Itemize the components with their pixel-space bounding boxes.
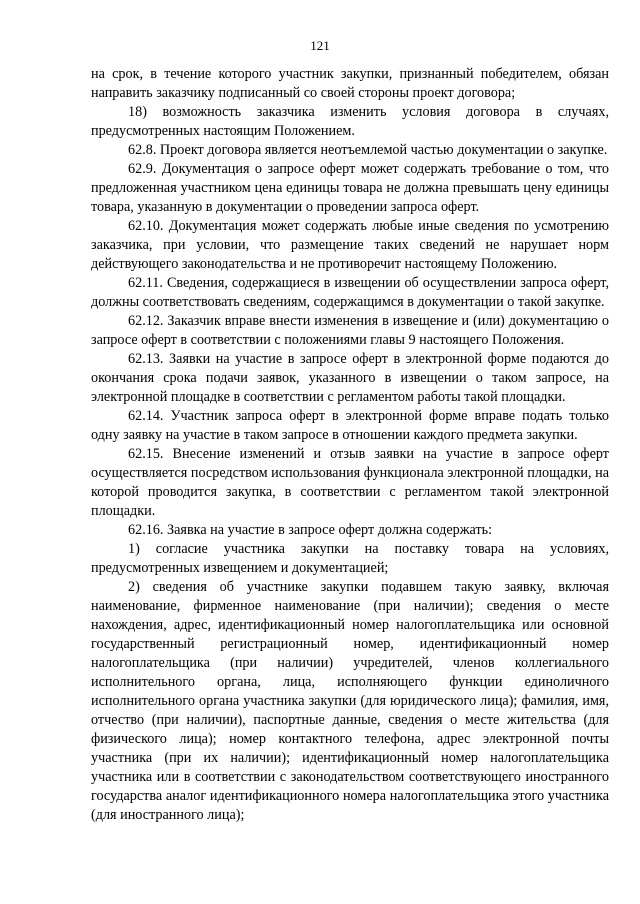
paragraph: 62.12. Заказчик вправе внести изменения в извещение и (или) документацию о запросе оферт в соответствии с положениями главы 9 настоящего Положения. (91, 313, 609, 348)
document-body (91, 65, 609, 825)
paragraph: 62.8. Проект договора является неотъемлемой частью документации о закупке. (128, 142, 608, 158)
paragraph: 1) согласие участника закупки на поставку товара на условиях, предусмотренных извещением и документацией; (91, 541, 609, 576)
paragraph: 62.9. Документация о запросе оферт может содержать требование о том, что предложенная участником цена единицы товара не должна превышать цену единицы товара, указанную в документации о проведении запроса оферт. (91, 161, 609, 215)
paragraph: 62.13. Заявки на участие в запросе оферт в электронной форме подаются до окончания срока подачи заявок, указанного в извещении о таком запросе, на электронной площадке в соответствии с регламентом работы такой площадки. (91, 351, 609, 405)
paragraph: 2) сведения об участнике закупки подавшем такую заявку, включая наименование, фирменное наименование (при наличии); сведения о месте нахождения, адрес, идентификационный номер налогоплательщика или основной государственный регистрационный номер, идентификационный номер налогоплательщика (при наличии) учредителей, членов коллегиального исполнительного органа, лица, исполняющего функции единоличного исполнительного органа участника закупки (для юридического лица); фамилия, имя, отчество (при наличии), паспортные данные, сведения о месте жительства (для физического лица); номер контактного телефона, адрес электронной почты участника (при их наличии); идентификационный номер налогоплательщика участника или в соответствии с законодательством соответствующего иностранного государства аналог идентификационного номера налогоплательщика этого участника (для иностранного лица); (91, 579, 609, 823)
paragraph: 62.11. Сведения, содержащиеся в извещении об осуществлении запроса оферт, должны соответствовать сведениям, содержащимся в документации о такой закупке. (91, 275, 609, 310)
paragraph: 62.16. Заявка на участие в запросе оферт должна содержать: (128, 522, 493, 538)
paragraph: 62.15. Внесение изменений и отзыв заявки на участие в запросе оферт осуществляется посредством использования функционала электронной площадки, на которой проводится закупка, в соответствии с регламентом такой электронной площадки. (91, 446, 609, 519)
paragraph: 62.10. Документация может содержать любые иные сведения по усмотрению заказчика, при условии, что размещение таких сведений не нарушает норм действующего законодательства и не противоречит настоящему Положению. (91, 218, 609, 272)
page-number: 121 (310, 38, 330, 53)
paragraph: 62.14. Участник запроса оферт в электронной форме вправе подать только одну заявку на участие в таком запросе в отношении каждого предмета закупки. (91, 408, 609, 443)
paragraph: на срок, в течение которого участник закупки, признанный победителем, обязан направить заказчику подписанный со своей стороны проект договора; (91, 66, 609, 101)
paragraph: 18) возможность заказчика изменить условия договора в случаях, предусмотренных настоящим Положением. (91, 104, 609, 139)
